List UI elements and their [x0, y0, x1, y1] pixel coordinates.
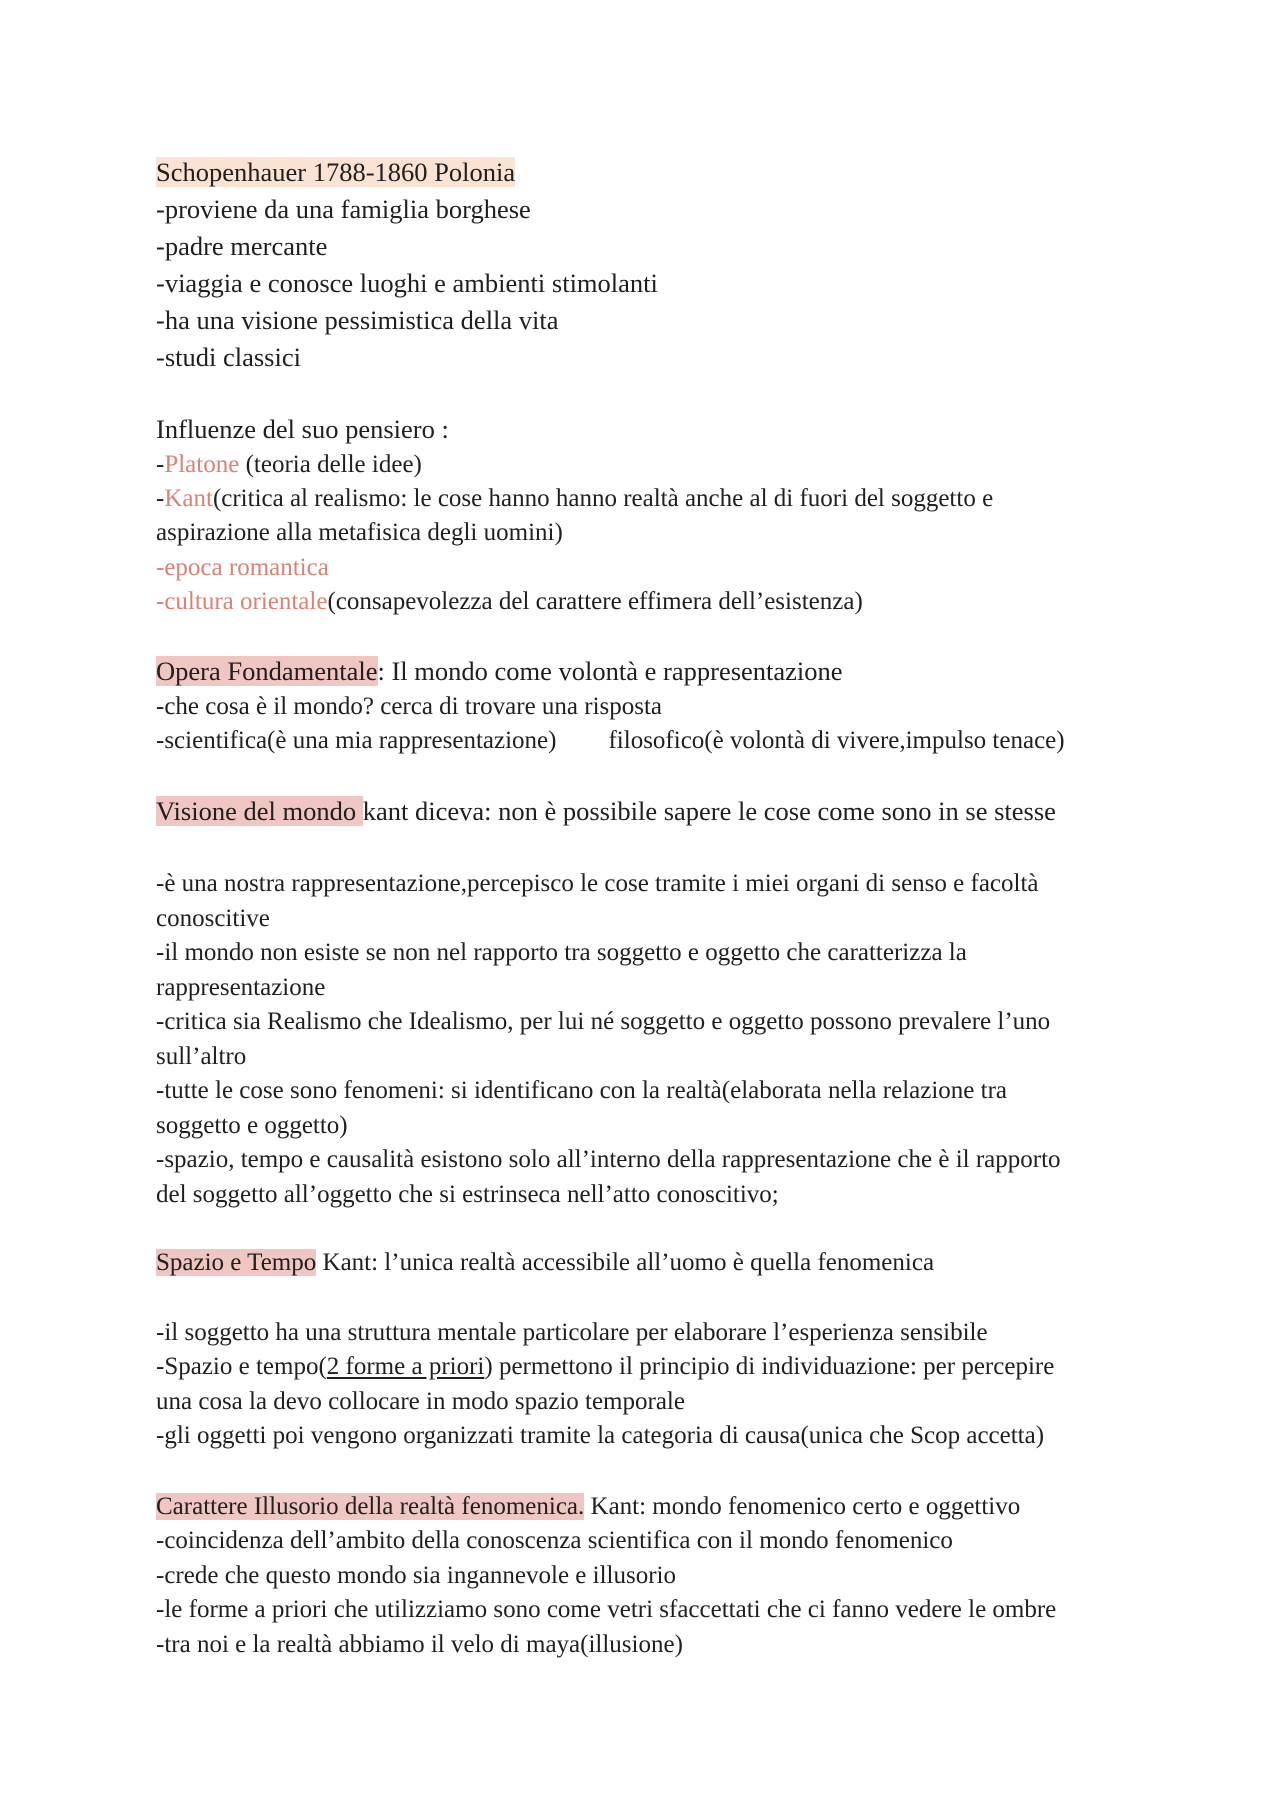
- section-label-highlight: Visione del mondo: [156, 796, 363, 826]
- influenze-item: -cultura orientale(consapevolezza del carattere effimera dell’esistenza): [156, 588, 863, 615]
- intro-bullet: -viaggia e conosce luoghi e ambienti stimolanti: [156, 268, 658, 298]
- opera-line: -scientifica(è una mia rappresentazione) filosofico(è volontà di vivere,impulso tenace): [156, 727, 1065, 754]
- title-highlight: Schopenhauer 1788-1860 Polonia: [156, 157, 516, 187]
- visione-line: rappresentazione: [156, 974, 326, 1001]
- influenze-continuation: aspirazione alla metafisica degli uomini): [156, 519, 563, 546]
- section-label-highlight: Spazio e Tempo: [156, 1249, 317, 1276]
- carattere-line: -le forme a priori che utilizziamo sono come vetri sfaccettati che ci fanno vedere le ombre: [156, 1596, 1057, 1623]
- underlined-term: 2 forme a priori: [326, 1353, 485, 1380]
- spazio-line: -il soggetto ha una struttura mentale particolare per elaborare l’esperienza sensibile: [156, 1319, 988, 1346]
- opera-heading: Opera Fondamentale: Il mondo come volontà e rappresentazione: [156, 656, 843, 686]
- visione-line: soggetto e oggetto): [156, 1112, 348, 1139]
- section-label-highlight: Opera Fondamentale: [156, 656, 378, 686]
- visione-line: conoscitive: [156, 905, 270, 932]
- visione-line: -critica sia Realismo che Idealismo, per lui né soggetto e oggetto possono prevalere l’uno: [156, 1008, 1051, 1035]
- visione-line: sull’altro: [156, 1043, 247, 1070]
- influence-name: Kant: [164, 485, 213, 512]
- influenze-item: -Platone (teoria delle idee): [156, 451, 422, 478]
- opera-line: -che cosa è il mondo? cerca di trovare una risposta: [156, 693, 663, 720]
- spazio-line: -gli oggetti poi vengono organizzati tramite la categoria di causa(unica che Scop accetta): [156, 1422, 1045, 1449]
- carattere-heading: Carattere Illusorio della realtà fenomenica. Kant: mondo fenomenico certo e oggettivo: [156, 1493, 1021, 1520]
- section-label-highlight: Carattere Illusorio della realtà fenomenica.: [156, 1493, 585, 1520]
- intro-bullet: -padre mercante: [156, 231, 328, 261]
- influence-name: epoca romantica: [164, 554, 329, 581]
- carattere-line: -crede che questo mondo sia ingannevole e illusorio: [156, 1562, 676, 1589]
- visione-line: del soggetto all’oggetto che si estrinseca nell’atto conoscitivo;: [156, 1181, 779, 1208]
- spazio-line: una cosa la devo collocare in modo spazio temporale: [156, 1388, 685, 1415]
- spazio-line: -Spazio e tempo(2 forme a priori) permettono il principio di individuazione: per percepire: [156, 1353, 1055, 1380]
- influence-name: Platone: [164, 451, 240, 478]
- intro-bullet: -proviene da una famiglia borghese: [156, 194, 531, 224]
- spazio-heading: Spazio e Tempo Kant: l’unica realtà accessibile all’uomo è quella fenomenica: [156, 1249, 935, 1276]
- visione-heading: Visione del mondo kant diceva: non è possibile sapere le cose come sono in se stesse: [156, 796, 1056, 826]
- visione-line: -tutte le cose sono fenomeni: si identificano con la realtà(elaborata nella relazione tra: [156, 1077, 1008, 1104]
- visione-line: -il mondo non esiste se non nel rapporto tra soggetto e oggetto che caratterizza la: [156, 939, 967, 966]
- document-title: [156, 156, 515, 188]
- carattere-line: -tra noi e la realtà abbiamo il velo di maya(illusione): [156, 1631, 683, 1658]
- visione-line: -è una nostra rappresentazione,percepisco le cose tramite i miei organi di senso e facoltà: [156, 870, 1039, 897]
- intro-bullet: -studi classici: [156, 342, 301, 372]
- influenze-item: -epoca romantica: [156, 554, 329, 581]
- influence-name: cultura orientale: [164, 588, 328, 615]
- intro-bullet: -ha una visione pessimistica della vita: [156, 305, 559, 335]
- influenze-item: -Kant(critica al realismo: le cose hanno hanno realtà anche al di fuori del soggetto e: [156, 485, 994, 512]
- visione-line: -spazio, tempo e causalità esistono solo all’interno della rappresentazione che è il rapporto: [156, 1146, 1061, 1173]
- influenze-heading: Influenze del suo pensiero :: [156, 414, 449, 444]
- carattere-line: -coincidenza dell’ambito della conoscenza scientifica con il mondo fenomenico: [156, 1527, 953, 1554]
